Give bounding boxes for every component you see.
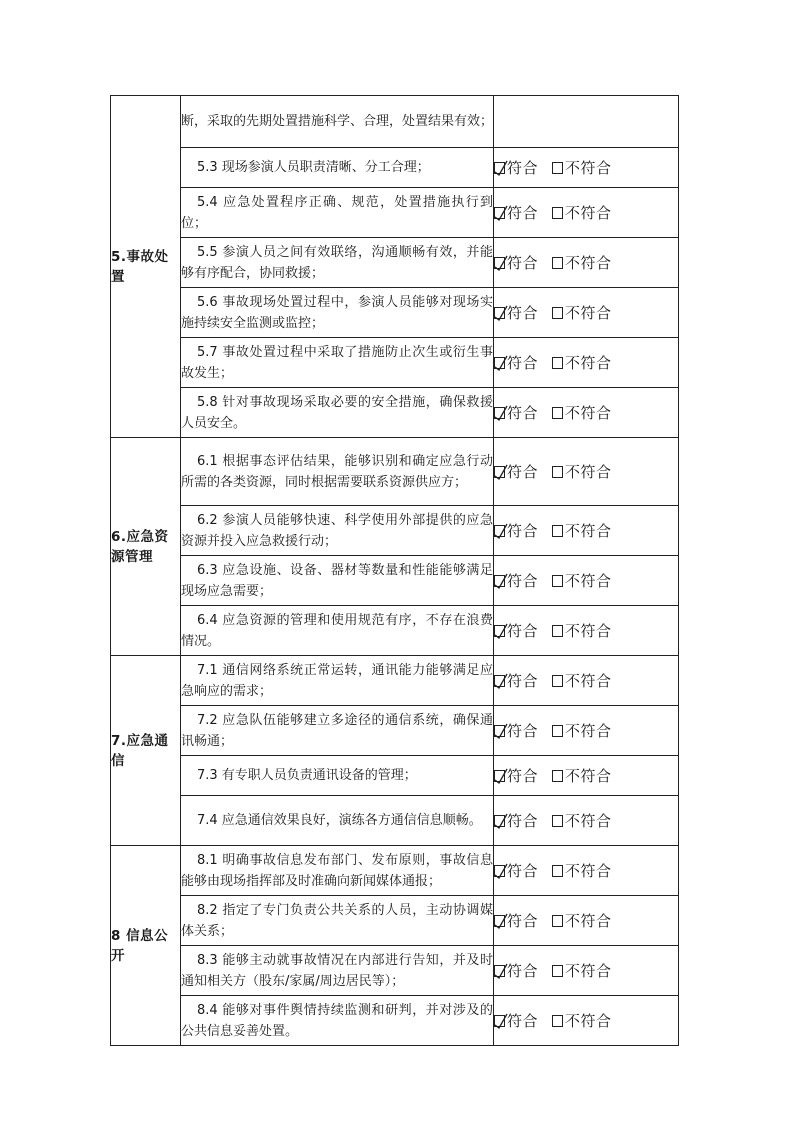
criterion-cell [181, 438, 494, 506]
table-row [111, 556, 679, 606]
conform-checkbox[interactable] [494, 720, 538, 741]
criterion-text: 8.4 能够对事件舆情持续监测和研判，并对涉及的公共信息妥善处置。 [181, 1002, 493, 1039]
criterion-text: 6.2 参演人员能够快速、科学使用外部提供的应急资源并投入应急救援行动； [181, 512, 493, 549]
conform-checkbox[interactable] [494, 202, 538, 223]
table-row [111, 996, 679, 1046]
checked-box-icon [494, 525, 505, 537]
empty-box-icon [552, 965, 563, 977]
assessment-cell [494, 288, 679, 338]
conform-checkbox[interactable] [494, 520, 538, 541]
empty-box-icon [552, 815, 563, 827]
empty-box-icon [552, 525, 563, 537]
checked-box-icon [494, 965, 505, 977]
table-row [111, 506, 679, 556]
table-row [111, 288, 679, 338]
nonconform-checkbox[interactable] [552, 202, 612, 223]
nonconform-checkbox[interactable] [552, 302, 612, 323]
criterion-text: 7.2 应急队伍能够建立多途径的通信系统，确保通讯畅通； [181, 712, 493, 749]
nonconform-label: 不符合 [565, 672, 612, 690]
empty-box-icon [552, 407, 563, 419]
empty-box-icon [552, 466, 563, 478]
assessment-cell [494, 188, 679, 238]
category-cell: 7.应急通信 [111, 656, 181, 846]
empty-box-icon [552, 770, 563, 782]
checked-box-icon [494, 575, 505, 587]
nonconform-label: 不符合 [565, 572, 612, 590]
criterion-cell [181, 188, 494, 238]
checked-box-icon [494, 865, 505, 877]
table-row [111, 756, 679, 796]
empty-box-icon [552, 207, 563, 219]
nonconform-checkbox[interactable] [552, 1010, 612, 1031]
criterion-cell [181, 996, 494, 1046]
conform-checkbox[interactable] [494, 810, 538, 831]
table-row [111, 188, 679, 238]
conform-label: 符合 [507, 204, 539, 222]
assessment-cell [494, 438, 679, 506]
assessment-cell [494, 238, 679, 288]
table-row [111, 338, 679, 388]
nonconform-label: 不符合 [565, 1012, 612, 1030]
nonconform-label: 不符合 [565, 962, 612, 980]
table-row [111, 796, 679, 846]
empty-box-icon [552, 162, 563, 174]
criterion-text: 8.2 指定了专门负责公共关系的人员，主动协调媒体关系； [181, 902, 493, 939]
criterion-cell [181, 288, 494, 338]
conform-checkbox[interactable] [494, 352, 538, 373]
table-row [111, 946, 679, 996]
assessment-cell [494, 556, 679, 606]
criterion-text: 5.5 参演人员之间有效联络，沟通顺畅有效，并能够有序配合，协同救援； [181, 244, 493, 281]
criterion-text: 8.3 能够主动就事故情况在内部进行告知，并及时通知相关方（股东/家属/周边居民等）； [181, 952, 493, 989]
criterion-cell [181, 896, 494, 946]
nonconform-checkbox[interactable] [552, 860, 612, 881]
criterion-cell [181, 706, 494, 756]
criterion-text: 5.8 针对事故现场采取必要的安全措施，确保救援人员安全。 [181, 394, 493, 431]
criterion-text: 8.1 明确事故信息发布部门、发布原则，事故信息能够由现场指挥部及时准确向新闻媒体通报； [181, 852, 493, 889]
nonconform-checkbox[interactable] [552, 960, 612, 981]
conform-label: 符合 [507, 572, 539, 590]
checked-box-icon [494, 725, 505, 737]
nonconform-label: 不符合 [565, 862, 612, 880]
criterion-cell [181, 796, 494, 846]
conform-label: 符合 [507, 522, 539, 540]
empty-box-icon [552, 725, 563, 737]
table-row [111, 896, 679, 946]
criterion-text: 6.3 应急设施、设备、器材等数量和性能能够满足现场应急需要； [181, 562, 493, 599]
criterion-cell [181, 656, 494, 706]
empty-box-icon [552, 307, 563, 319]
conform-label: 符合 [507, 463, 539, 481]
nonconform-checkbox[interactable] [552, 720, 612, 741]
table-row [111, 846, 679, 896]
criterion-cell [181, 506, 494, 556]
nonconform-checkbox[interactable] [552, 910, 612, 931]
nonconform-checkbox[interactable] [552, 252, 612, 273]
assessment-cell [494, 796, 679, 846]
category-cell: 5.事故处置 [111, 96, 181, 438]
conform-checkbox[interactable] [494, 402, 538, 423]
nonconform-checkbox[interactable] [552, 461, 612, 482]
checked-box-icon [494, 915, 505, 927]
nonconform-label: 不符合 [565, 463, 612, 481]
nonconform-label: 不符合 [565, 204, 612, 222]
nonconform-checkbox[interactable] [552, 810, 612, 831]
checked-box-icon [494, 407, 505, 419]
checked-box-icon [494, 207, 505, 219]
nonconform-checkbox[interactable] [552, 402, 612, 423]
nonconform-label: 不符合 [565, 254, 612, 272]
checked-box-icon [494, 815, 505, 827]
criterion-cell [181, 556, 494, 606]
nonconform-label: 不符合 [565, 812, 612, 830]
empty-box-icon [552, 575, 563, 587]
criterion-text: 5.3 现场参演人员职责清晰、分工合理； [197, 160, 430, 175]
nonconform-checkbox[interactable] [552, 620, 612, 641]
conform-checkbox[interactable] [494, 302, 538, 323]
table-row [111, 148, 679, 188]
table-row [111, 388, 679, 438]
table-row [111, 238, 679, 288]
criterion-text: 6.1 根据事态评估结果，能够识别和确定应急行动所需的各类资源，同时根据需要联系资源供应方； [181, 453, 493, 490]
checked-box-icon [494, 625, 505, 637]
table-row [111, 606, 679, 656]
conform-label: 符合 [507, 254, 539, 272]
table-row [111, 96, 679, 148]
assessment-cell [494, 148, 679, 188]
criterion-cell [181, 96, 494, 148]
conform-label: 符合 [507, 622, 539, 640]
assessment-cell [494, 756, 679, 796]
empty-box-icon [552, 357, 563, 369]
conform-label: 符合 [507, 304, 539, 322]
conform-checkbox[interactable] [494, 1010, 538, 1031]
nonconform-label: 不符合 [565, 354, 612, 372]
conform-label: 符合 [507, 767, 539, 785]
criterion-cell [181, 846, 494, 896]
conform-label: 符合 [507, 812, 539, 830]
conform-checkbox[interactable] [494, 252, 538, 273]
conform-label: 符合 [507, 1012, 539, 1030]
checked-box-icon [494, 257, 505, 269]
nonconform-checkbox[interactable] [552, 352, 612, 373]
checked-box-icon [494, 466, 505, 478]
criterion-cell [181, 946, 494, 996]
checked-box-icon [494, 675, 505, 687]
assessment-cell [494, 896, 679, 946]
evaluation-table [110, 95, 679, 1046]
nonconform-checkbox[interactable] [552, 670, 612, 691]
criterion-cell [181, 756, 494, 796]
checked-box-icon [494, 162, 505, 174]
criterion-cell [181, 606, 494, 656]
nonconform-label: 不符合 [565, 404, 612, 422]
table-row [111, 438, 679, 506]
conform-label: 符合 [507, 722, 539, 740]
conform-label: 符合 [507, 404, 539, 422]
nonconform-label: 不符合 [565, 304, 612, 322]
conform-label: 符合 [507, 354, 539, 372]
nonconform-label: 不符合 [565, 522, 612, 540]
criterion-cell [181, 148, 494, 188]
conform-checkbox[interactable] [494, 461, 538, 482]
checked-box-icon [494, 1015, 505, 1027]
conform-checkbox[interactable] [494, 157, 538, 178]
table-row [111, 706, 679, 756]
conform-checkbox[interactable] [494, 860, 538, 881]
conform-checkbox[interactable] [494, 670, 538, 691]
empty-box-icon [552, 1015, 563, 1027]
assessment-cell [494, 996, 679, 1046]
nonconform-label: 不符合 [565, 912, 612, 930]
nonconform-checkbox[interactable] [552, 520, 612, 541]
empty-box-icon [552, 257, 563, 269]
checked-box-icon [494, 307, 505, 319]
assessment-cell [494, 846, 679, 896]
checked-box-icon [494, 357, 505, 369]
conform-label: 符合 [507, 159, 539, 177]
assessment-cell [494, 946, 679, 996]
empty-box-icon [552, 625, 563, 637]
conform-checkbox[interactable] [494, 910, 538, 931]
criterion-text: 5.7 事故处置过程中采取了措施防止次生或衍生事故发生； [181, 344, 493, 381]
empty-box-icon [552, 865, 563, 877]
conform-checkbox[interactable] [494, 620, 538, 641]
conform-checkbox[interactable] [494, 570, 538, 591]
criterion-text: 7.3 有专职人员负责通讯设备的管理； [197, 768, 417, 783]
criterion-text: 7.4 应急通信效果良好，演练各方通信信息顺畅。 [197, 813, 482, 828]
conform-checkbox[interactable] [494, 765, 538, 786]
assessment-cell [494, 338, 679, 388]
criterion-text: 5.4 应急处置程序正确、规范，处置措施执行到位； [181, 194, 493, 231]
nonconform-label: 不符合 [565, 622, 612, 640]
empty-box-icon [552, 915, 563, 927]
checked-box-icon [494, 770, 505, 782]
criterion-text: 5.6 事故现场处置过程中，参演人员能够对现场实施持续安全监测或监控； [181, 294, 493, 331]
conform-label: 符合 [507, 862, 539, 880]
assessment-cell [494, 656, 679, 706]
conform-label: 符合 [507, 912, 539, 930]
criterion-cell [181, 388, 494, 438]
nonconform-checkbox[interactable] [552, 157, 612, 178]
conform-label: 符合 [507, 672, 539, 690]
table-row [111, 656, 679, 706]
nonconform-checkbox[interactable] [552, 570, 612, 591]
criterion-text: 7.1 通信网络系统正常运转，通讯能力能够满足应急响应的需求； [181, 662, 493, 699]
conform-checkbox[interactable] [494, 960, 538, 981]
assessment-cell [494, 706, 679, 756]
category-cell: 6.应急资源管理 [111, 438, 181, 656]
criterion-text: 6.4 应急资源的管理和使用规范有序，不存在浪费情况。 [181, 612, 493, 649]
criterion-cell [181, 338, 494, 388]
nonconform-label: 不符合 [565, 159, 612, 177]
criterion-cell [181, 238, 494, 288]
category-cell: 8 信息公开 [111, 846, 181, 1046]
nonconform-label: 不符合 [565, 722, 612, 740]
assessment-cell [494, 506, 679, 556]
nonconform-label: 不符合 [565, 767, 612, 785]
assessment-cell [494, 606, 679, 656]
assessment-cell [494, 388, 679, 438]
conform-label: 符合 [507, 962, 539, 980]
nonconform-checkbox[interactable] [552, 765, 612, 786]
empty-box-icon [552, 675, 563, 687]
assessment-cell [494, 96, 679, 148]
criterion-text: 断，采取的先期处置措施科学、合理，处置结果有效； [181, 114, 494, 129]
